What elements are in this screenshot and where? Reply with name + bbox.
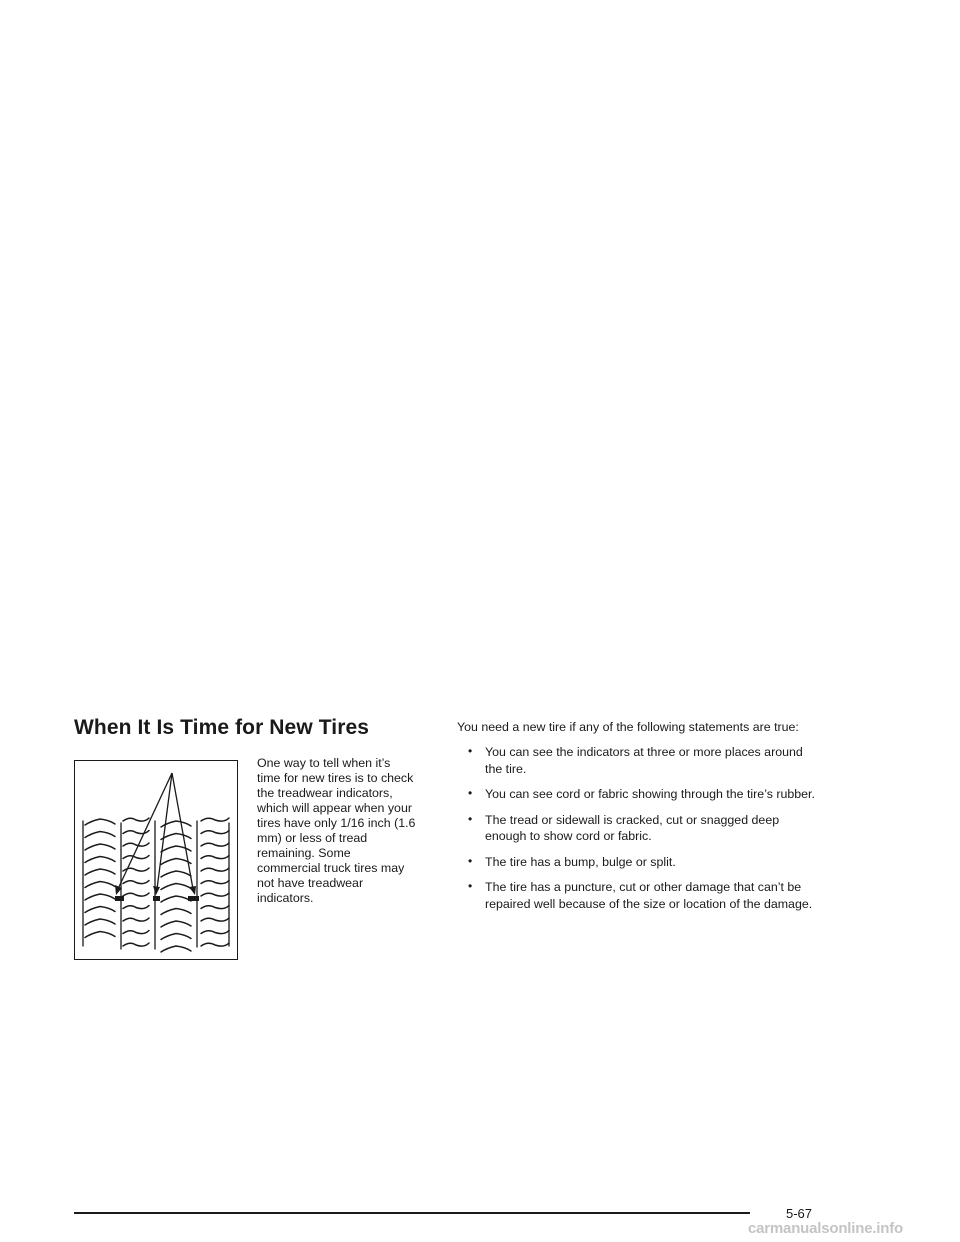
tread-chevron — [123, 918, 149, 921]
tread-chevron — [201, 843, 229, 846]
tread-chevron — [123, 881, 149, 884]
tread-chevron — [201, 906, 229, 909]
tread-chevron — [201, 868, 229, 871]
criteria-text: The tread or sidewall is cracked, cut or snagged deep enough to show cord or fabric. — [485, 812, 780, 843]
treadwear-indicator-bar — [115, 896, 124, 901]
treadwear-indicator-illustration — [74, 760, 238, 960]
tread-chevron — [161, 859, 191, 865]
tread-chevron — [123, 893, 149, 896]
criteria-text: You can see the indicators at three or more places around the tire. — [485, 745, 803, 776]
criteria-list — [457, 744, 817, 912]
criteria-item — [457, 854, 817, 871]
indicator-arrowhead — [153, 886, 160, 895]
bullet-icon: • — [468, 853, 473, 868]
tread-chevron — [123, 856, 149, 859]
tread-chevron — [161, 896, 191, 902]
tread-chevron — [161, 884, 191, 890]
watermark: carmanualsonline.info — [748, 1220, 903, 1237]
tread-chevron — [161, 834, 191, 840]
tread-chevron — [123, 931, 149, 934]
bullet-icon: • — [468, 879, 473, 893]
tire-tread-drawing — [75, 761, 236, 958]
criteria-item — [457, 879, 817, 912]
tread-chevron — [123, 943, 149, 946]
bullet-icon: • — [468, 744, 473, 758]
tread-chevron — [85, 907, 115, 913]
tread-chevron — [161, 946, 191, 952]
tread-chevron — [85, 882, 115, 888]
tread-chevron — [85, 932, 115, 938]
criteria-lead: You need a new tire if any of the following statements are true: — [457, 720, 799, 734]
criteria-text: The tire has a puncture, cut or other damage that can’t be repaired well because of the size or location of the damage. — [485, 880, 813, 911]
tread-chevron — [201, 893, 229, 896]
tread-chevron — [201, 918, 229, 921]
tread-chevron — [123, 843, 149, 846]
tread-chevron — [161, 921, 191, 927]
bullet-icon: • — [468, 786, 473, 800]
tread-chevron — [85, 919, 115, 925]
tread-chevron — [201, 943, 229, 946]
tread-chevron — [123, 906, 149, 909]
tread-chevron — [201, 856, 229, 859]
tread-chevron — [161, 909, 191, 915]
tread-chevron — [85, 832, 115, 838]
tread-chevron — [85, 869, 115, 875]
footer-rule — [74, 1212, 750, 1214]
indicator-arrowhead — [189, 886, 196, 895]
tread-chevron — [201, 931, 229, 934]
criteria-text: You can see cord or fabric showing through the tire’s rubber. — [485, 787, 815, 801]
tread-chevron — [161, 871, 191, 877]
criteria-item — [457, 744, 817, 777]
tread-chevron — [85, 844, 115, 850]
tread-chevron — [85, 819, 115, 825]
tread-chevron — [85, 857, 115, 863]
treadwear-indicator-bar — [153, 896, 160, 901]
criteria-item — [457, 786, 817, 803]
criteria-text: The tire has a bump, bulge or split. — [485, 854, 676, 869]
tread-chevron — [201, 818, 229, 821]
replacement-criteria — [457, 720, 817, 912]
tread-chevron — [85, 894, 115, 900]
tread-chevron — [201, 831, 229, 834]
treadwear-indicator-bar — [188, 896, 199, 901]
bullet-icon: • — [468, 811, 473, 826]
page-number: 5-67 — [786, 1206, 813, 1221]
tread-chevron — [201, 881, 229, 884]
criteria-item — [457, 812, 817, 845]
tread-chevron — [161, 934, 191, 940]
tread-chevron — [123, 818, 149, 821]
intro-paragraph: One way to tell when it’s time for new tires is to check the treadwear indicators, which will appear when your tires have only 1/16 inch (1.6 mm) or less of tread remaining. Some commercial truck tires may not have treadwear indicators. — [257, 756, 416, 905]
section-title: When It Is Time for New Tires — [74, 716, 370, 739]
